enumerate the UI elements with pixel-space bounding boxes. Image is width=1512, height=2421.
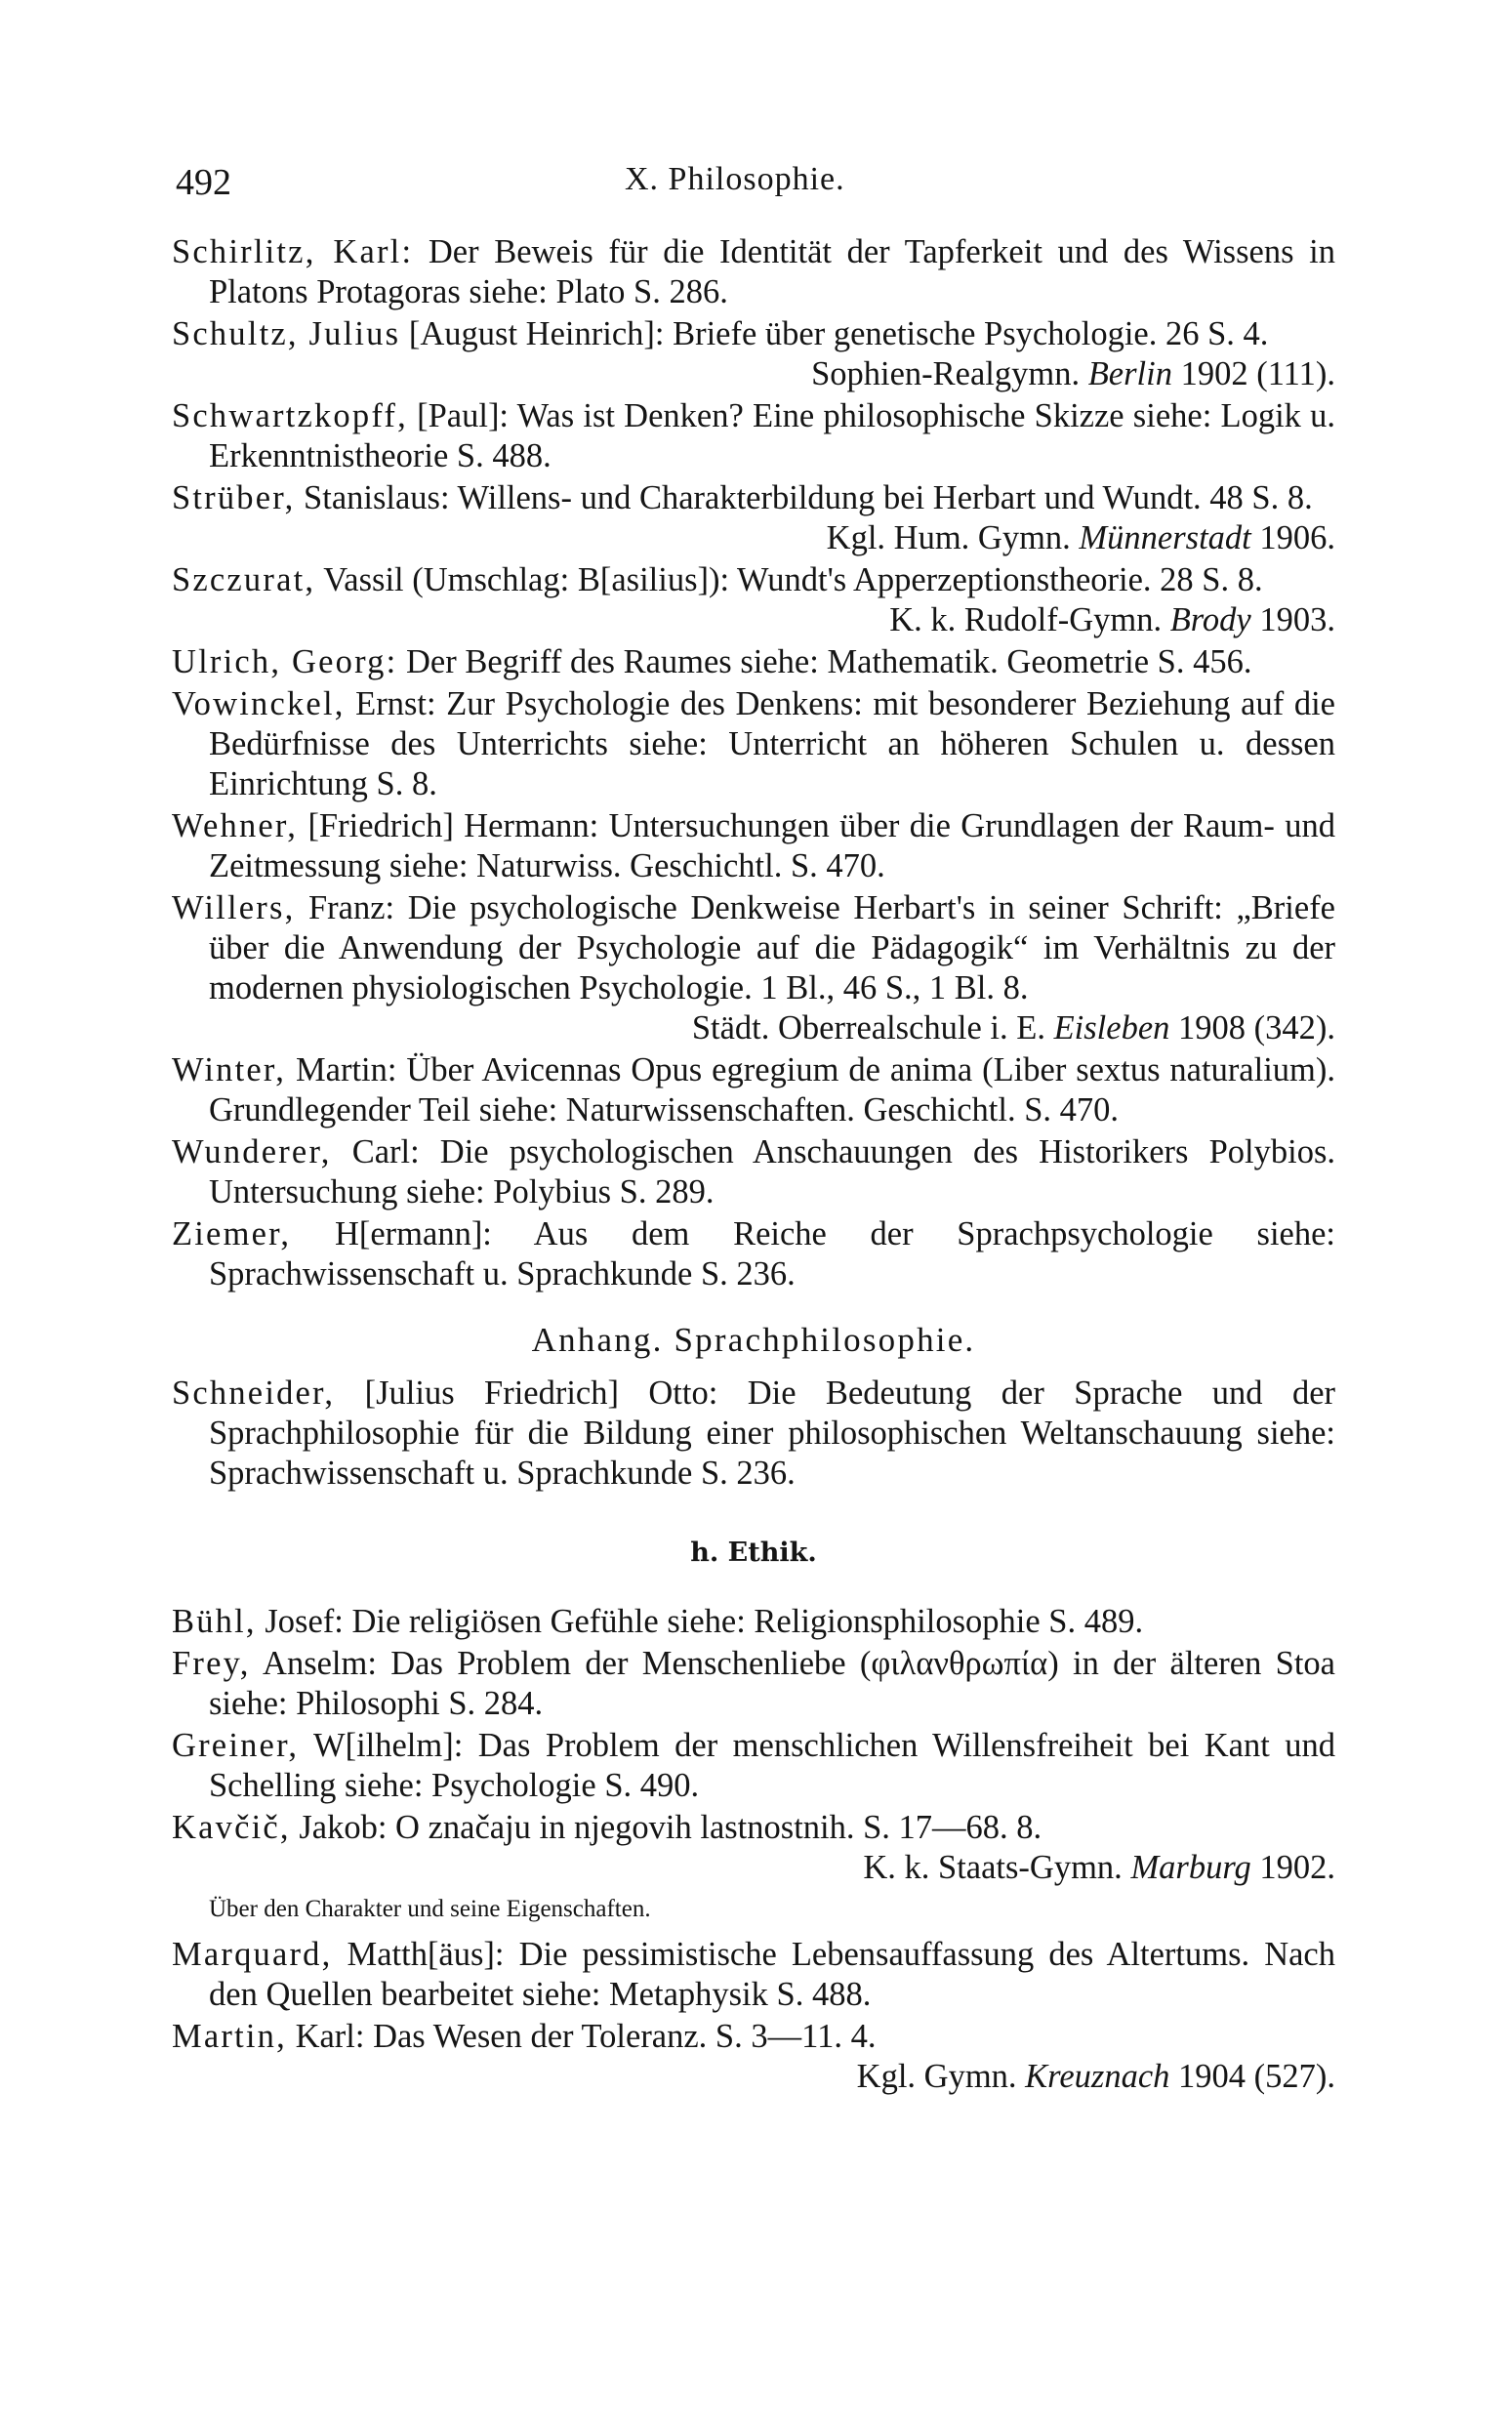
running-head: X. Philosophie. (625, 161, 845, 197)
entry-author: Kavčič, (172, 1809, 291, 1846)
entry-author: Winter, (172, 1051, 287, 1088)
entry-text: Martin: Über Avicennas Opus egregium de anima (Liber sextus naturalium). Grundlegender Teil siehe: Naturwissenschaften. Geschichtl. S. 470. (209, 1051, 1335, 1128)
entry-year: 1906. (1250, 519, 1335, 556)
entry-publication (209, 518, 1335, 558)
bibliography-entry (172, 1050, 1335, 1130)
bibliography-entry (172, 1132, 1335, 1212)
entry-year: 1903. (1250, 601, 1335, 638)
entry-text: [Julius Friedrich] Otto: Die Bedeutung der Sprache und der Sprachphilosophie für die Bildung einer philosophischen Weltanschauung siehe: Sprachwissenschaft u. Sprachkunde S. 236. (209, 1375, 1335, 1492)
entry-list-anhang (172, 1374, 1335, 1494)
entry-author: Ziemer, (172, 1215, 292, 1252)
entry-author: Schirlitz, Karl: (172, 233, 414, 270)
bibliography-entry (172, 396, 1335, 476)
entry-text: Josef: Die religiösen Gefühle siehe: Religionsphilosophie S. 489. (256, 1603, 1144, 1640)
entry-school: Sophien-Realgymn. (811, 355, 1088, 392)
entry-text: Franz: Die psychologische Denkweise Herbart's in seiner Schrift: „Briefe über die Anwendung der Psychologie auf die Pädagogik“ im Verhältnis zu der modernen physiologischen Psychologie. 1 Bl., 46 S., 1 Bl. 8. (209, 889, 1335, 1006)
entry-year: 1904 (527). (1169, 2058, 1335, 2095)
entry-author: Szczurat, (172, 561, 316, 598)
entry-text: Karl: Das Wesen der Toleranz. S. 3—11. 4. (286, 2018, 877, 2055)
entry-publication (209, 1848, 1335, 1888)
entry-school: K. k. Staats-Gymn. (863, 1849, 1131, 1886)
bibliography-entry (172, 1214, 1335, 1294)
entry-author: Strüber, (172, 479, 296, 516)
bibliography-entry (172, 314, 1335, 394)
entry-text: Carl: Die psychologischen Anschauungen des Historikers Polybios. Untersuchung siehe: Polybius S. 289. (209, 1133, 1335, 1210)
entry-author: Schultz, Julius (172, 315, 401, 352)
entry-year: 1908 (342). (1169, 1009, 1335, 1046)
entry-author: Ulrich, Georg: (172, 643, 398, 680)
entry-text: Ernst: Zur Psychologie des Denkens: mit besonderer Beziehung auf die Bedürfnisse des Unterrichts siehe: Unterricht an höheren Schulen u. dessen Einrichtung S. 8. (209, 685, 1335, 802)
entry-text: Der Begriff des Raumes siehe: Mathematik. Geometrie S. 456. (397, 643, 1252, 680)
bibliography-entry (172, 2017, 1335, 2097)
entry-author: Schneider, (172, 1375, 336, 1412)
bibliography-entry (172, 1374, 1335, 1494)
entry-publication (209, 354, 1335, 394)
entry-school: K. k. Rudolf-Gymn. (889, 601, 1170, 638)
bibliography-entry (172, 684, 1335, 804)
entry-list (172, 232, 1335, 1294)
bibliography-entry (172, 806, 1335, 886)
entry-place: Eisleben (1053, 1009, 1170, 1046)
bibliography-entry (172, 478, 1335, 558)
entry-year: 1902 (111). (1171, 355, 1335, 392)
entry-text: Stanislaus: Willens- und Charakterbildung bei Herbart und Wundt. 48 S. 8. (295, 479, 1313, 516)
entry-text: Der Beweis für die Identität der Tapferkeit und des Wissens in Platons Protagoras siehe: Plato S. 286. (209, 233, 1335, 310)
entry-place: Kreuznach (1025, 2058, 1170, 2095)
entry-text: [August Heinrich]: Briefe über genetische Psychologie. 26 S. 4. (400, 315, 1269, 352)
bibliography-entry (172, 888, 1335, 1048)
bibliography-entry (172, 642, 1335, 682)
bibliography-entry (172, 1602, 1335, 1642)
entry-author: Schwartzkopff, (172, 397, 408, 434)
section-title-anhang: Anhang. Sprachphilosophie. (531, 1321, 976, 1359)
entry-place: Marburg (1130, 1849, 1251, 1886)
entry-year: 1902. (1250, 1849, 1335, 1886)
entry-author: Bühl, (172, 1603, 257, 1640)
bibliography-body (172, 232, 1335, 2099)
entry-text: Vassil (Umschlag: B[asilius]): Wundt's Apperzeptionstheorie. 28 S. 8. (315, 561, 1263, 598)
entry-school: Kgl. Gymn. (856, 2058, 1026, 2095)
entry-text: [Friedrich] Hermann: Untersuchungen über die Grundlagen der Raum- und Zeitmessung siehe: Naturwiss. Geschichtl. S. 470. (209, 807, 1335, 884)
entry-author: Frey, (172, 1645, 251, 1682)
bibliography-entry (172, 1935, 1335, 2015)
entry-place: Berlin (1087, 355, 1172, 392)
page-number: 492 (176, 162, 231, 203)
entry-list-ethik (172, 1602, 1335, 2097)
entry-author: Wehner, (172, 807, 299, 844)
bibliography-entry (172, 1644, 1335, 1724)
entry-author: Greiner, (172, 1727, 300, 1764)
entry-author: Willers, (172, 889, 296, 926)
bibliography-entry (172, 232, 1335, 312)
entry-text: Anselm: Das Problem der Menschenliebe (φιλανθρωπία) in der älteren Stoa siehe: Philosophi S. 284. (209, 1645, 1335, 1722)
bibliography-entry (172, 560, 1335, 640)
entry-author: Marquard, (172, 1936, 333, 1973)
entry-author: Wunderer, (172, 1133, 332, 1170)
bibliography-entry (172, 1808, 1335, 1888)
entry-publication (209, 2057, 1335, 2097)
entry-place: Brody (1169, 601, 1251, 638)
entry-text: Jakob: O značaju in njegovih lastnostnih. S. 17—68. 8. (290, 1809, 1042, 1846)
entry-translation-note: Über den Charakter und seine Eigenschaften. (209, 1896, 651, 1922)
entry-text: H[ermann]: Aus dem Reiche der Sprachpsychologie siehe: Sprachwissenschaft u. Sprachkunde S. 236. (209, 1215, 1335, 1293)
entry-school: Kgl. Hum. Gymn. (826, 519, 1080, 556)
entry-text: W[ilhelm]: Das Problem der menschlichen Willensfreiheit bei Kant und Schelling siehe: Psychologie S. 490. (209, 1727, 1335, 1804)
entry-school: Städt. Oberrealschule i. E. (691, 1009, 1054, 1046)
entry-publication (209, 600, 1335, 640)
section-title-ethik: h. Ethik. (690, 1538, 817, 1568)
entry-text: [Paul]: Was ist Denken? Eine philosophische Skizze siehe: Logik u. Erkenntnistheorie S. 488. (209, 397, 1335, 474)
entry-publication (209, 1008, 1335, 1048)
entry-text: Matth[äus]: Die pessimistische Lebensauffassung des Altertums. Nach den Quellen bearbeitet siehe: Metaphysik S. 488. (209, 1936, 1335, 2013)
bibliography-entry (172, 1726, 1335, 1806)
entry-author: Vowinckel, (172, 685, 346, 722)
entry-author: Martin, (172, 2018, 287, 2055)
entry-place: Münnerstadt (1079, 519, 1251, 556)
